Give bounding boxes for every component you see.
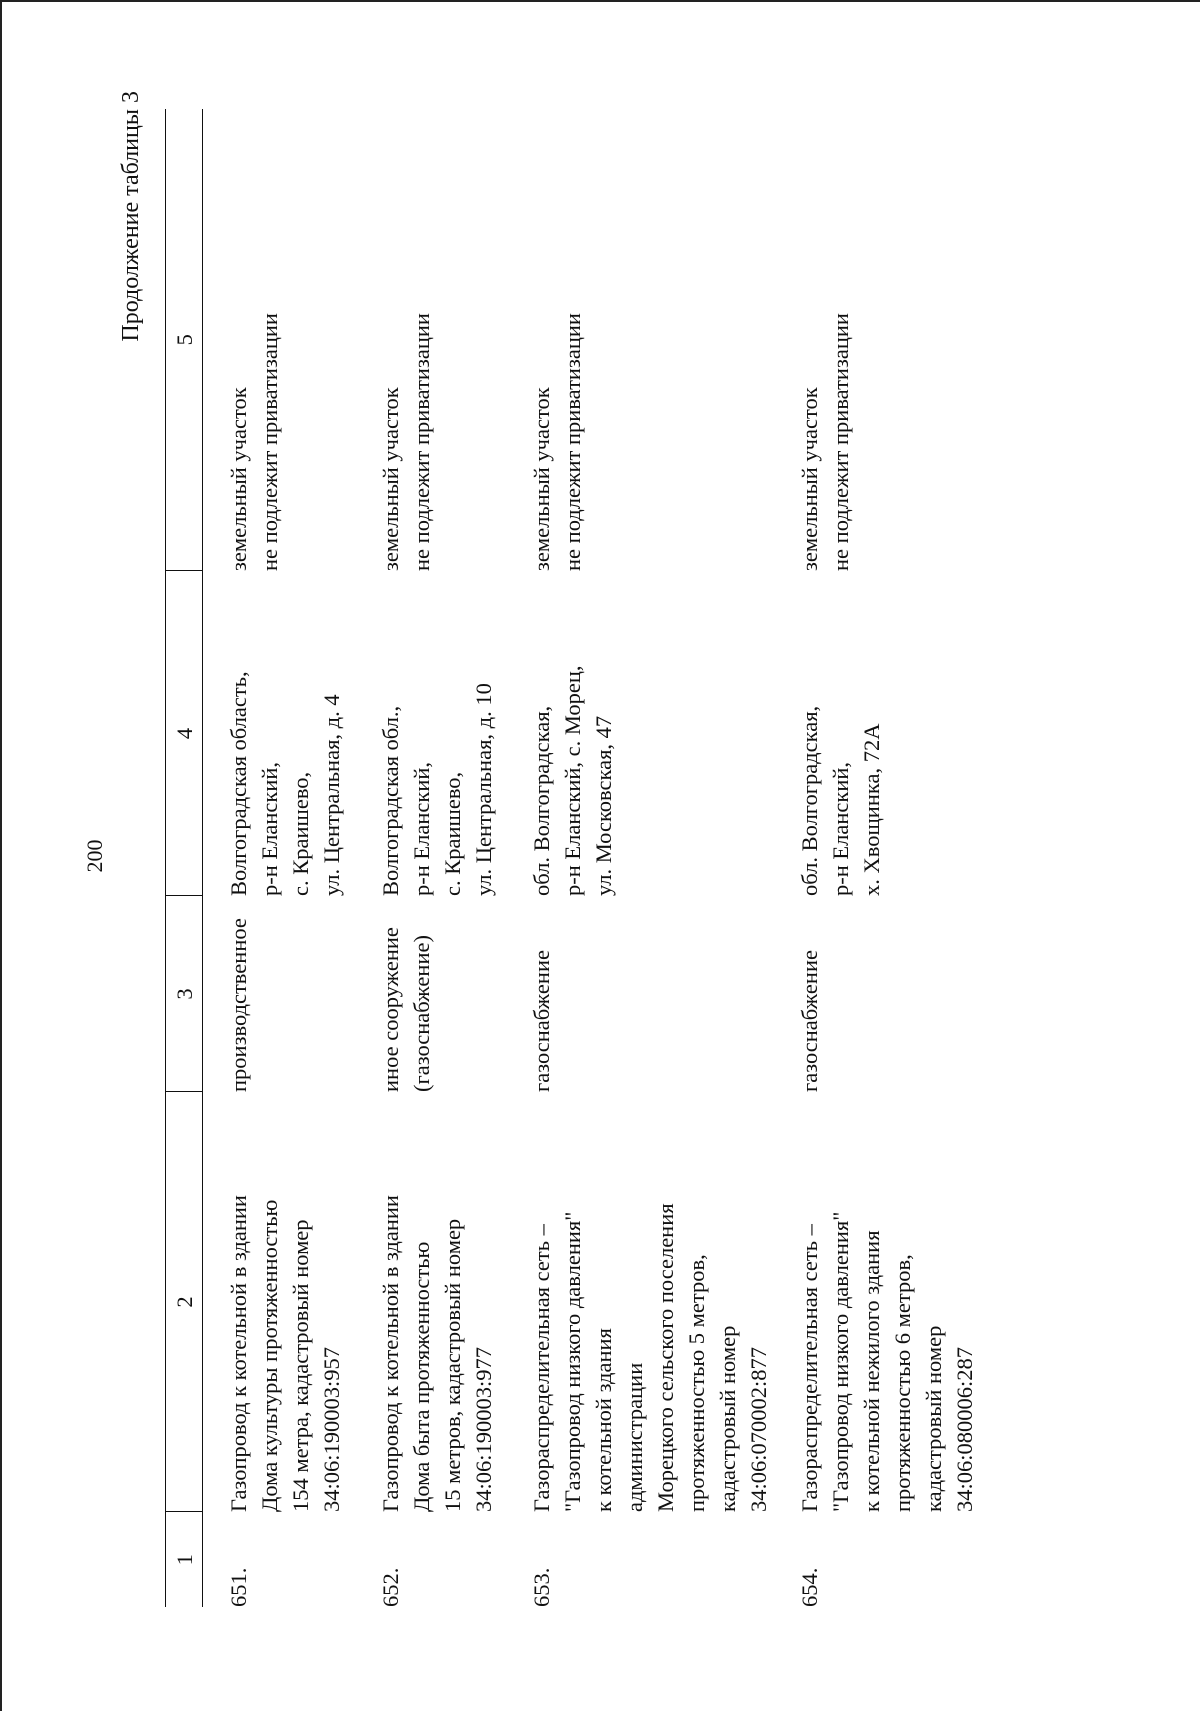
column-header-1: 1 bbox=[166, 1512, 203, 1607]
column-header-5: 5 bbox=[166, 109, 203, 571]
object-name-line: 15 метров, кадастровый номер bbox=[440, 1218, 465, 1512]
column-number-row bbox=[166, 109, 203, 1607]
address-line: с. Краишево, bbox=[288, 771, 313, 896]
object-name-line: протяженностью 5 метров, bbox=[684, 1254, 709, 1512]
object-name bbox=[360, 1092, 511, 1512]
object-name-line: Дома быта протяженностью bbox=[409, 1241, 434, 1512]
object-purpose bbox=[203, 896, 361, 1092]
object-name-line: протяженностью 6 метров, bbox=[890, 1254, 915, 1512]
address-line: Волгоградская обл., bbox=[378, 705, 403, 896]
object-name-line: к котельной нежилого здания bbox=[859, 1230, 884, 1512]
note-line: не подлежит приватизации bbox=[257, 313, 282, 571]
object-name bbox=[779, 1092, 980, 1512]
note-line: земельный участок bbox=[378, 387, 403, 571]
address-line: Волгоградская область, bbox=[226, 671, 251, 896]
object-name-line: Морецкого сельского поселения bbox=[653, 1203, 678, 1512]
row-number: 652. bbox=[378, 1567, 403, 1607]
object-purpose bbox=[511, 896, 779, 1092]
row-number: 653. bbox=[529, 1567, 554, 1607]
object-name bbox=[511, 1092, 779, 1512]
object-note bbox=[511, 109, 779, 571]
object-note bbox=[360, 109, 511, 571]
object-name-line: Газопровод к котельной в здании bbox=[378, 1195, 403, 1512]
object-name-line: "Газопровод низкого давления" bbox=[560, 1211, 585, 1512]
object-name-line: Газораспределительная сеть – bbox=[797, 1224, 822, 1512]
address-line: обл. Волгоградская, bbox=[797, 705, 822, 896]
object-address bbox=[511, 571, 779, 896]
object-name-line: Газораспределительная сеть – bbox=[529, 1224, 554, 1512]
address-line: р-н Еланский, с. Морец, bbox=[560, 665, 585, 896]
column-header-3: 3 bbox=[166, 896, 203, 1092]
address-line: х. Хвощинка, 72А bbox=[859, 723, 884, 896]
note-line: не подлежит приватизации bbox=[828, 313, 853, 571]
object-name-line: к котельной здания bbox=[591, 1328, 616, 1512]
object-address bbox=[203, 571, 361, 896]
object-purpose bbox=[779, 896, 980, 1092]
object-address bbox=[360, 571, 511, 896]
object-name-line: Дома культуры протяженностью bbox=[257, 1199, 282, 1512]
address-line: ул. Центральная, д. 4 bbox=[319, 694, 344, 896]
table-row bbox=[511, 109, 779, 1607]
object-name bbox=[203, 1092, 361, 1512]
object-name-line: кадастровый номер bbox=[715, 1325, 740, 1512]
object-name-line: администрации bbox=[622, 1362, 647, 1512]
note-line: земельный участок bbox=[226, 387, 251, 571]
address-line: с. Краишево, bbox=[440, 771, 465, 896]
object-purpose bbox=[360, 896, 511, 1092]
object-name-line: кадастровый номер bbox=[921, 1325, 946, 1512]
object-name-line: 34:06:070002:877 bbox=[746, 1346, 771, 1512]
object-name-line: Газопровод к котельной в здании bbox=[226, 1195, 251, 1512]
table-row bbox=[779, 109, 980, 1607]
object-purpose-line: (газоснабжение) bbox=[409, 935, 434, 1092]
note-line: земельный участок bbox=[529, 387, 554, 571]
object-name-line: 34:06:080006:287 bbox=[952, 1346, 977, 1512]
property-table bbox=[165, 109, 980, 1607]
object-address bbox=[779, 571, 980, 896]
object-name-line: 154 метра, кадастровый номер bbox=[288, 1219, 313, 1512]
object-name-line: "Газопровод низкого давления" bbox=[828, 1211, 853, 1512]
column-header-2: 2 bbox=[166, 1092, 203, 1512]
note-line: не подлежит приватизации bbox=[560, 313, 585, 571]
object-name-line: 34:06:190003:977 bbox=[471, 1346, 496, 1512]
object-note bbox=[779, 109, 980, 571]
continuation-label: Продолжение таблицы 3 bbox=[118, 91, 144, 342]
page-number: 200 bbox=[82, 839, 107, 873]
address-line: р-н Еланский, bbox=[828, 761, 853, 896]
address-line: ул. Московская, 47 bbox=[591, 715, 616, 896]
object-name-line: 34:06:190003:957 bbox=[319, 1346, 344, 1512]
address-line: ул. Центральная, д. 10 bbox=[471, 683, 496, 896]
object-purpose-line: газоснабжение bbox=[529, 950, 554, 1092]
note-line: не подлежит приватизации bbox=[409, 313, 434, 571]
row-number: 654. bbox=[797, 1567, 822, 1607]
table-row bbox=[360, 109, 511, 1607]
object-purpose-line: производственное bbox=[226, 918, 251, 1092]
address-line: р-н Еланский, bbox=[257, 761, 282, 896]
object-purpose-line: иное сооружение bbox=[378, 927, 403, 1092]
object-purpose-line: газоснабжение bbox=[797, 950, 822, 1092]
address-line: обл. Волгоградская, bbox=[529, 705, 554, 896]
column-header-4: 4 bbox=[166, 571, 203, 896]
object-note bbox=[203, 109, 361, 571]
table-row bbox=[203, 109, 361, 1607]
address-line: р-н Еланский, bbox=[409, 761, 434, 896]
note-line: земельный участок bbox=[797, 387, 822, 571]
row-number: 651. bbox=[226, 1567, 251, 1607]
